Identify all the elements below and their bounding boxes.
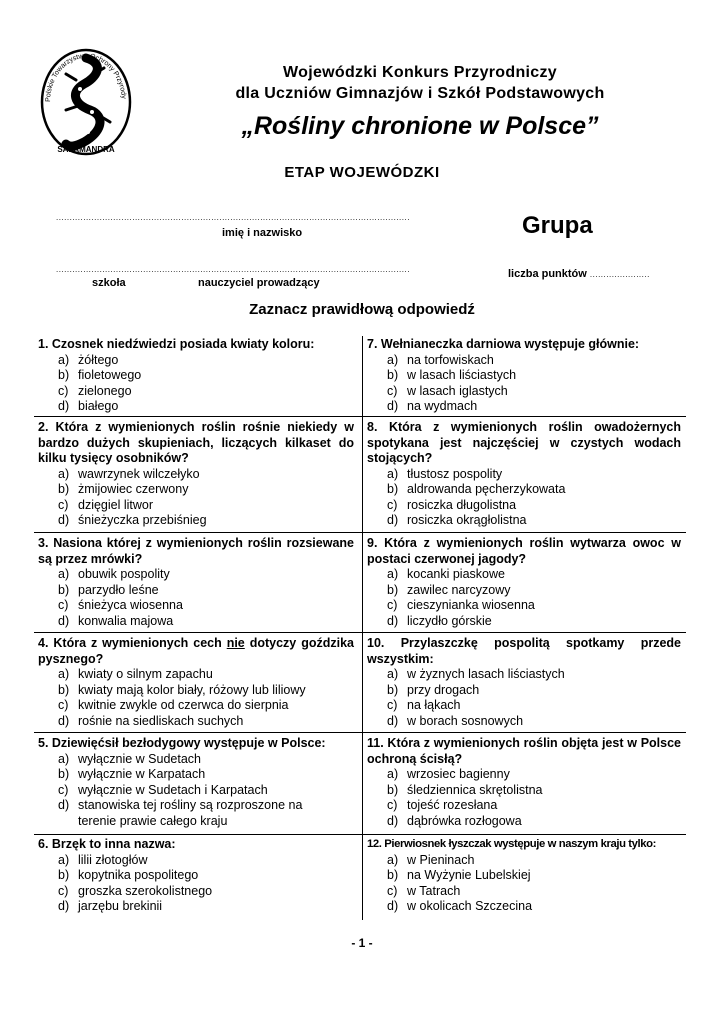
answer-option[interactable]: c) w Tatrach [387, 883, 461, 898]
question-3 [38, 536, 354, 629]
question-6 [38, 837, 354, 915]
stage-label: ETAP WOJEWÓDZKI [284, 164, 440, 181]
name-label: imię i nazwisko [222, 227, 303, 239]
salamandra-logo [36, 44, 136, 160]
answer-option[interactable]: d) w borach sosnowych [387, 713, 524, 728]
answer-option[interactable]: d) rosiczka okrągłolistna [387, 513, 527, 527]
contest-topic: „Rośliny chronione w Polsce” [241, 112, 599, 140]
answer-option[interactable]: d) w okolicach Szczecina [387, 899, 533, 913]
answer-option[interactable]: c) rosiczka długolistna [387, 497, 517, 512]
answer-option[interactable]: b) zawilec narcyzowy [387, 582, 511, 597]
answer-option[interactable]: b) żmijowiec czerwony [58, 482, 189, 496]
answer-option[interactable]: a) wrzosiec bagienny [387, 767, 510, 781]
answer-option[interactable]: c) groszka szerokolistnego [58, 883, 213, 898]
answer-option[interactable]: b) na Wyżynie Lubelskiej [387, 868, 531, 882]
school-dots: .................................................................................................................................. [56, 265, 410, 274]
points-field [508, 268, 650, 280]
question-stem: 10. Przylaszczkę pospolitą spotkamy przede wszystkim: [367, 636, 681, 666]
group-label: Grupa [522, 212, 593, 239]
answer-option[interactable]: a) wawrzynek wilczełyko [58, 466, 200, 481]
question-stem: 3. Nasiona której z wymienionych roślin rozsiewane są przez mrówki? [38, 536, 354, 566]
column-divider [362, 336, 363, 920]
page-number: - 1 - [351, 936, 373, 950]
answer-option[interactable]: a) lilii złotogłów [58, 852, 148, 867]
question-2 [38, 420, 354, 529]
question-stem: 4. Która z wymienionych cech nie dotyczy goździka pysznego? [38, 636, 354, 666]
answer-option[interactable]: d) liczydło górskie [387, 613, 492, 628]
question-8 [367, 420, 681, 529]
points-label: liczba punktów [508, 268, 587, 280]
question-stem: 5. Dziewięćsił bezłodygowy występuje w Polsce: [38, 736, 326, 750]
question-4 [38, 636, 354, 729]
question-stem: 1. Czosnek niedźwiedzi posiada kwiaty koloru: [38, 337, 315, 351]
answer-option[interactable]: b) w lasach liściastych [387, 368, 517, 382]
contest-line-1: Wojewódzki Konkurs Przyrodniczy [283, 64, 557, 81]
answer-option[interactable]: b) wyłącznie w Karpatach [58, 767, 206, 781]
row-divider [34, 416, 362, 417]
answer-option[interactable]: c) kwitnie zwykle od czerwca do sierpnia [58, 698, 289, 712]
answer-option[interactable]: a) kwiaty o silnym zapachu [58, 667, 213, 681]
teacher-label: nauczyciel prowadzący [198, 277, 320, 289]
question-stem: 6. Brzęk to inna nazwa: [38, 837, 176, 851]
row-divider [34, 732, 362, 733]
answer-option[interactable]: d) stanowiska tej rośliny są rozproszone na [58, 798, 303, 812]
answer-option[interactable]: b) parzydło leśne [58, 582, 159, 597]
question-10 [367, 636, 681, 729]
svg-text:Polskie Towarzystwo Ochrony Pr: Polskie Towarzystwo Ochrony Przyrody [44, 52, 127, 103]
answer-option[interactable]: d) na wydmach [387, 399, 478, 413]
row-divider [362, 834, 686, 835]
name-dots: .................................................................................................................................. [56, 213, 410, 222]
answer-option[interactable]: d) śnieżyczka przebiśnieg [58, 513, 207, 527]
answer-option[interactable]: b) kopytnika pospolitego [58, 868, 199, 882]
answer-option[interactable]: b) aldrowanda pęcherzykowata [387, 482, 566, 496]
emphasis-not: nie [226, 636, 245, 650]
question-7 [367, 337, 683, 415]
answer-option[interactable]: c) śnieżyca wiosenna [58, 598, 183, 612]
answer-option[interactable]: a) kocanki piaskowe [387, 567, 505, 581]
contest-line-2: dla Uczniów Gimnazjów i Szkół Podstawowych [235, 85, 605, 102]
answer-option[interactable]: d) jarzębu brekinii [58, 899, 163, 913]
answer-option[interactable]: c) cieszynianka wiosenna [387, 598, 535, 612]
row-divider [34, 632, 362, 633]
question-stem: 7. Wełnianeczka darniowa występuje głównie: [367, 337, 640, 351]
answer-option[interactable]: b) przy drogach [387, 682, 480, 697]
question-5 [38, 736, 354, 829]
answer-option[interactable]: d) rośnie na siedliskach suchych [58, 713, 244, 728]
row-divider [362, 632, 686, 633]
answer-option[interactable]: d) dąbrówka rozłogowa [387, 813, 522, 828]
answer-option[interactable]: c) na łąkach [387, 698, 461, 712]
answer-option[interactable]: a) obuwik pospolity [58, 567, 170, 581]
answer-option[interactable]: d) konwalia majowa [58, 613, 174, 628]
question-1 [38, 337, 358, 415]
answer-option[interactable]: a) w żyznych lasach liściastych [387, 667, 565, 681]
row-divider [362, 416, 686, 417]
answer-option[interactable]: a) wyłącznie w Sudetach [58, 751, 201, 766]
question-11 [367, 736, 681, 829]
row-divider [362, 532, 686, 533]
answer-continuation: terenie prawie całego kraju [78, 813, 228, 828]
question-stem: 2. Która z wymienionych roślin rośnie niekiedy w bardzo dużych skupieniach, liczących kilkaset do kilku tysięcy osobników? [38, 420, 354, 465]
answer-option[interactable]: a) żółtego [58, 352, 119, 367]
answer-option[interactable]: c) zielonego [58, 383, 132, 398]
answer-option[interactable]: b) śledziennica skrętolistna [387, 782, 543, 797]
answer-option[interactable]: b) fioletowego [58, 368, 142, 382]
question-12 [367, 837, 685, 915]
instruction: Zaznacz prawidłową odpowiedź [249, 301, 475, 318]
row-divider [362, 732, 686, 733]
school-label: szkoła [92, 277, 126, 289]
answer-option[interactable]: d) białego [58, 399, 119, 413]
question-stem: 11. Która z wymienionych roślin objęta jest w Polsce ochroną ścisłą? [367, 736, 681, 766]
answer-option[interactable]: c) tojeść rozesłana [387, 798, 498, 812]
row-divider [34, 532, 362, 533]
points-dots: ...................... [589, 270, 650, 279]
svg-text:SALAMANDRA: SALAMANDRA [57, 145, 115, 154]
answer-option[interactable]: c) dzięgiel litwor [58, 497, 154, 512]
answer-option[interactable]: b) kwiaty mają kolor biały, różowy lub liliowy [58, 682, 306, 697]
question-9 [367, 536, 681, 629]
answer-option[interactable]: c) w lasach iglastych [387, 383, 508, 398]
question-stem: 12. Pierwiosnek łyszczak występuje w naszym kraju tylko: [367, 838, 657, 850]
contest-title [150, 62, 690, 104]
question-stem: 9. Która z wymienionych roślin wytwarza owoc w postaci czerwonej jagody? [367, 536, 681, 566]
answer-option[interactable]: a) tłustosz pospolity [387, 466, 503, 481]
question-stem: 8. Która z wymienionych roślin owadożernych spotykana jest najczęściej w czystych wodach stojących? [367, 420, 681, 465]
answer-option[interactable]: c) wyłącznie w Sudetach i Karpatach [58, 782, 268, 797]
row-divider [34, 834, 362, 835]
answer-option[interactable]: a) w Pieninach [387, 852, 475, 867]
answer-option[interactable]: a) na torfowiskach [387, 352, 494, 367]
